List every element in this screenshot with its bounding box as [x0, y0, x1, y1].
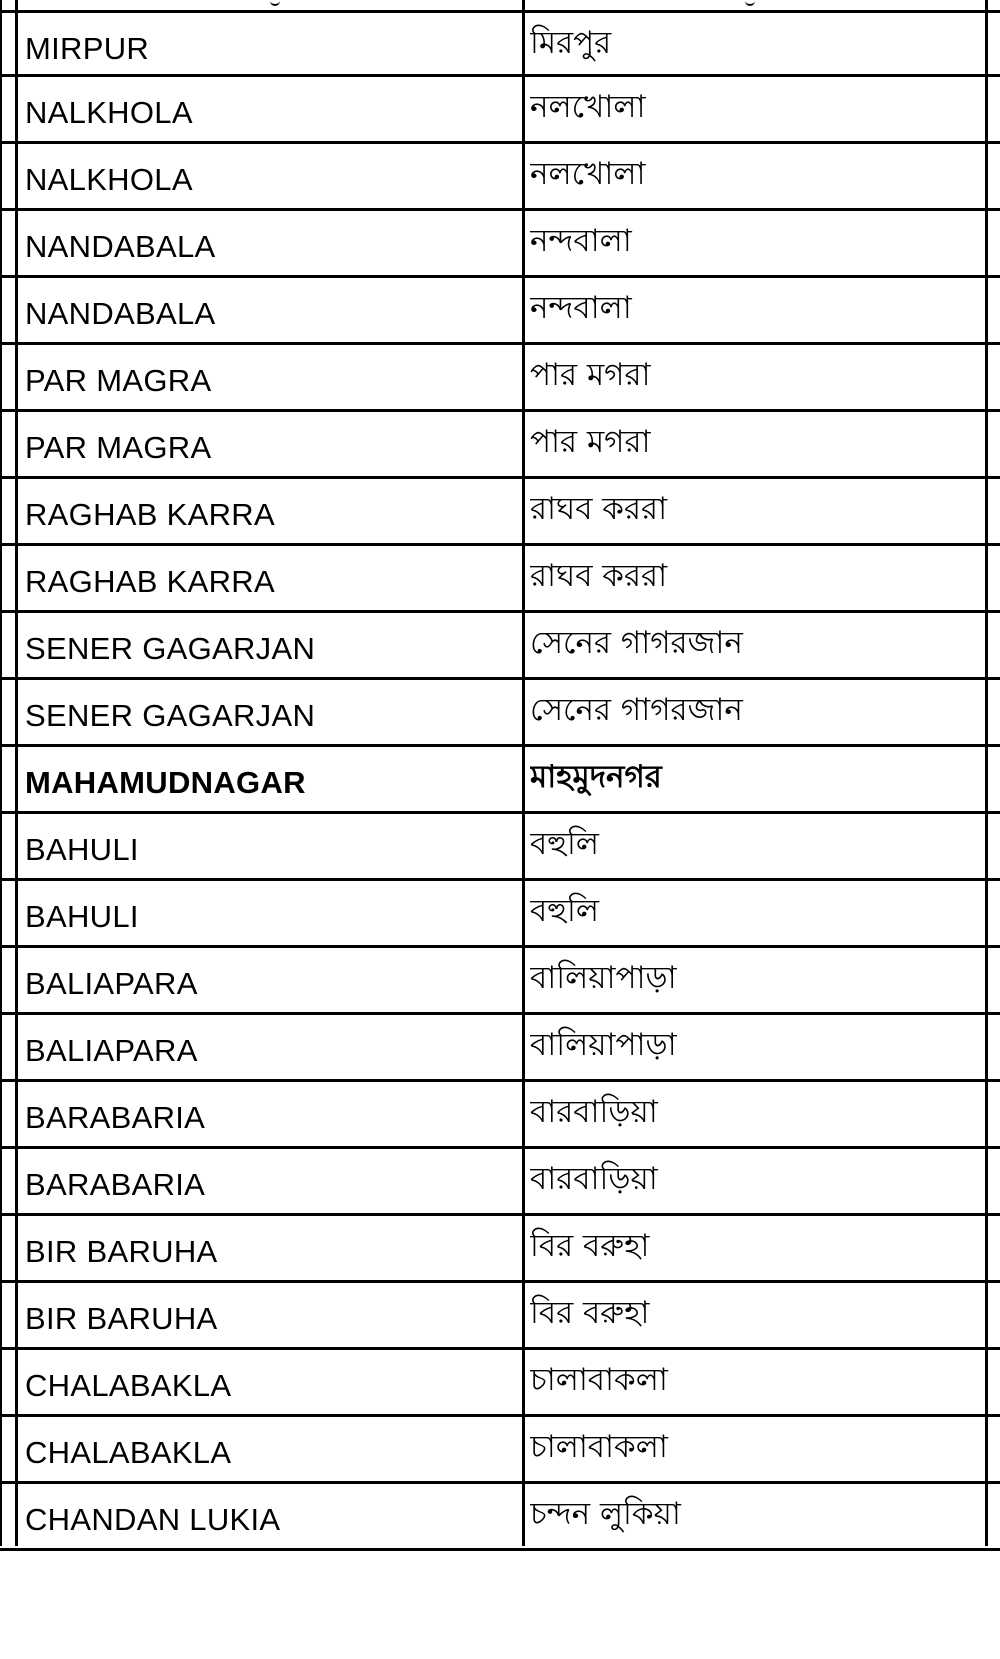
place-name-english: NALKHOLA — [25, 162, 193, 197]
place-name-bengali: রাঘব কররা — [530, 558, 668, 594]
table-row — [0, 211, 1000, 278]
table-col-divider — [522, 0, 525, 1546]
table-row — [0, 680, 1000, 747]
place-name-bengali: চালাবাকলা — [530, 1429, 668, 1465]
cropped-glyph — [270, 0, 280, 6]
table-row — [0, 948, 1000, 1015]
place-name-bengali: বহুলি — [530, 893, 600, 929]
table-row — [0, 10, 1000, 77]
table-row — [0, 881, 1000, 948]
place-name-bengali: পার মগরা — [530, 357, 651, 393]
table-row — [0, 546, 1000, 613]
place-name-english: PAR MAGRA — [25, 430, 212, 465]
table-row — [0, 479, 1000, 546]
place-name-bengali: বির বরুহা — [530, 1295, 650, 1331]
place-name-bengali: সেনের গাগরজান — [530, 625, 743, 661]
place-name-bengali: মিরপুর — [530, 25, 612, 61]
table-row — [0, 345, 1000, 412]
table-row-heading — [0, 747, 1000, 814]
table-row — [0, 1484, 1000, 1551]
place-name-bengali: নন্দবালা — [530, 290, 632, 326]
place-name-bengali: বারবাড়িয়া — [530, 1161, 658, 1197]
cropped-header-remnant — [0, 0, 1000, 10]
place-name-english: NANDABALA — [25, 229, 216, 264]
table-row — [0, 613, 1000, 680]
place-name-bengali: বির বরুহা — [530, 1228, 650, 1264]
place-name-english: SENER GAGARJAN — [25, 631, 316, 666]
place-name-bengali: নলখোলা — [530, 156, 646, 192]
table-row — [0, 278, 1000, 345]
place-name-english: PAR MAGRA — [25, 363, 212, 398]
place-name-english: RAGHAB KARRA — [25, 497, 275, 532]
place-name-bengali: সেনের গাগরজান — [530, 692, 743, 728]
table-row — [0, 144, 1000, 211]
place-name-bengali: চন্দন লুকিয়া — [530, 1496, 681, 1532]
place-name-bengali: মাহমুদনগর — [530, 759, 662, 795]
place-name-bengali: রাঘব কররা — [530, 491, 668, 527]
place-name-english: CHANDAN LUKIA — [25, 1502, 281, 1537]
table-row — [0, 412, 1000, 479]
table-row — [0, 1216, 1000, 1283]
table-row — [0, 1015, 1000, 1082]
place-name-english: BALIAPARA — [25, 1033, 198, 1068]
place-name-bengali: বালিয়াপাড়া — [530, 1027, 677, 1063]
table-row — [0, 814, 1000, 881]
place-name-english: MAHAMUDNAGAR — [25, 765, 306, 800]
table-col-border-right — [985, 0, 988, 1546]
place-name-english: BARABARIA — [25, 1100, 206, 1135]
place-name-english: BIR BARUHA — [25, 1301, 218, 1336]
place-name-english: BIR BARUHA — [25, 1234, 218, 1269]
place-name-english: RAGHAB KARRA — [25, 564, 275, 599]
place-name-english: CHALABAKLA — [25, 1435, 232, 1470]
place-name-bengali: পার মগরা — [530, 424, 651, 460]
place-name-bengali: নন্দবালা — [530, 223, 632, 259]
table-row — [0, 1350, 1000, 1417]
table-left-edge — [0, 0, 2, 1546]
place-name-bengali: বারবাড়িয়া — [530, 1094, 658, 1130]
place-name-english: NALKHOLA — [25, 95, 193, 130]
place-name-english: BALIAPARA — [25, 966, 198, 1001]
place-name-english: BAHULI — [25, 832, 139, 867]
table-row — [0, 1082, 1000, 1149]
place-name-english: SENER GAGARJAN — [25, 698, 316, 733]
table-row — [0, 1283, 1000, 1350]
table-row — [0, 77, 1000, 144]
place-name-bengali: বহুলি — [530, 826, 600, 862]
place-name-english: BAHULI — [25, 899, 139, 934]
table-row — [0, 1417, 1000, 1484]
place-name-bengali: নলখোলা — [530, 89, 646, 125]
cropped-glyph — [745, 0, 755, 6]
place-name-bengali: বালিয়াপাড়া — [530, 960, 677, 996]
place-name-english: BARABARIA — [25, 1167, 206, 1202]
place-name-english: CHALABAKLA — [25, 1368, 232, 1403]
place-name-english: NANDABALA — [25, 296, 216, 331]
place-name-bengali: চালাবাকলা — [530, 1362, 668, 1398]
table-col-border-left — [15, 0, 18, 1546]
table-row — [0, 1149, 1000, 1216]
place-name-english: MIRPUR — [25, 31, 150, 66]
